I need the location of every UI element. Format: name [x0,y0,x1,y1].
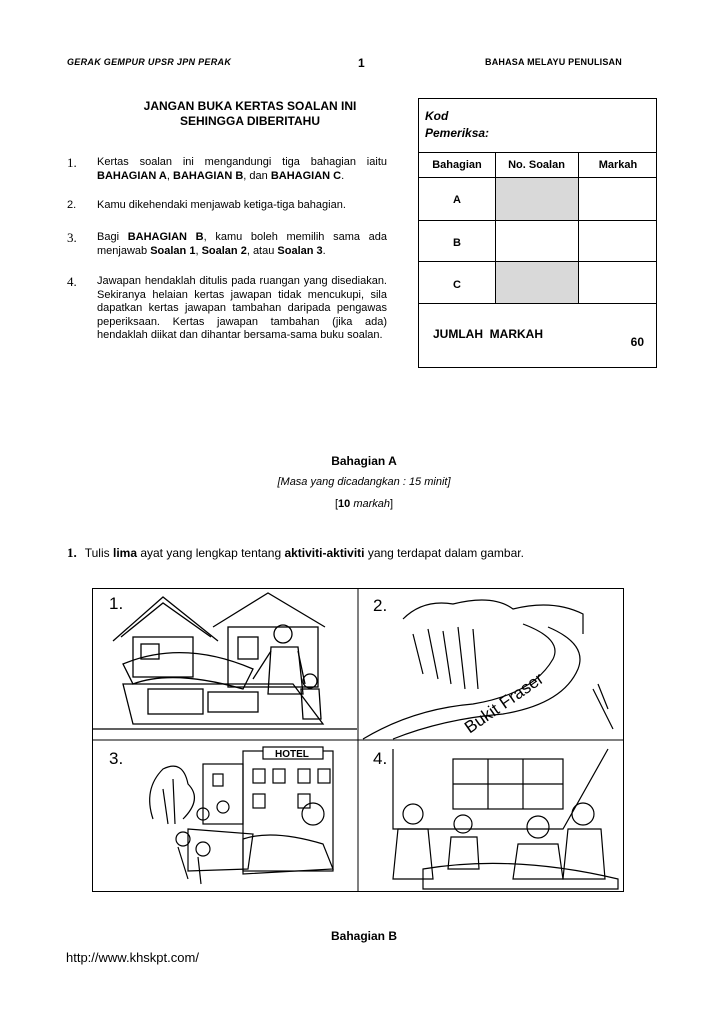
bracket: [ [334,498,338,510]
examiner-code-label [425,108,489,142]
instruction-bold: BAHAGIAN B [127,231,204,243]
instruction-text: Bagi [97,231,128,243]
instruction-bold: BAHAGIAN B [173,169,244,182]
instruction-bold: Soalan 2 [201,244,247,257]
panel-2-number: 2. [373,596,388,615]
panel-4-number: 4. [373,749,388,768]
row-label-a: A [453,194,461,206]
instruction-text: , dan [243,169,271,182]
panel-3-number: 3. [109,749,124,768]
col-header-soalan: No. Soalan [508,159,565,171]
instruction-text: , [166,169,173,182]
bracket: ] [390,498,394,510]
instruction-bold: BAHAGIAN A [97,169,167,182]
instruction-bold: Soalan 1 [150,244,196,257]
instruction-number: 2. [67,199,77,211]
instruction-4 [67,275,387,343]
section-a-marks [0,498,728,510]
question-number: 1. [67,545,77,560]
section-a-time: [Masa yang dicadangkan : 15 minit] [277,476,451,488]
instruction-number: 4. [67,274,77,289]
warning-line-2: SEHINGGA DIBERITAHU [179,114,320,128]
section-b-title: Bahagian B [330,929,397,943]
instruction-number: 1. [67,155,77,170]
panel-3-drawing [150,747,333,884]
row-label-b: B [453,237,461,249]
table-rule [419,220,656,221]
row-label-c: C [453,279,461,291]
instruction-1 [67,156,387,183]
marks-number: 10 [338,498,351,510]
question-bold: aktiviti-aktiviti [284,546,365,560]
instruction-text: , atau [246,244,278,257]
header-left-text: GERAK GEMPUR UPSR JPN PERAK [67,57,232,67]
pemeriksa-line: Pemeriksa: [425,126,490,140]
marks-word: markah [353,498,390,510]
warning-notice [100,99,400,129]
panel-4-drawing [393,749,618,889]
footer-url[interactable]: http://www.khskpt.com/ [66,950,199,965]
shaded-cell [496,262,578,303]
activity-picture [92,588,624,892]
instruction-text: Kertas soalan ini mengandungi tiga bahagian iaitu [97,156,387,168]
picture-drawing [93,589,623,891]
instruction-text: , [195,244,202,257]
instruction-text: , kamu boleh memilih sama ada menjawab [97,231,388,257]
col-header-bahagian: Bahagian [432,159,482,171]
section-a-title: Bahagian A [331,454,397,468]
instruction-3 [67,231,387,258]
question-text: ayat yang lengkap tentang [137,546,285,560]
marks-table [418,98,657,368]
instruction-2 [67,199,387,213]
hotel-sign: HOTEL [275,749,309,760]
instruction-text: Jawapan hendaklah ditulis pada ruangan yang disediakan. Sekiranya helaian kertas jawapan tidak mencukupi, sila dapatkan kertas jawapan tambahan daripada pengawas peperiksaan. Kertas jawapan tambahan (jika ada) hendaklah diikat dan dihantar bersama-sama buku soalan. [97,275,387,341]
table-rule [578,152,579,303]
instruction-text: . [341,169,345,182]
question-text: Tulis [84,546,113,560]
table-rule [419,303,656,304]
panel-1-number: 1. [109,594,124,613]
shaded-cell [496,178,578,220]
total-label: JUMLAH MARKAH [433,327,543,341]
question-bold: lima [112,546,137,560]
instruction-text: Kamu dikehendaki menjawab ketiga-tiga bahagian. [97,199,346,211]
instruction-bold: BAHAGIAN C [270,169,342,182]
page-number: 1 [358,56,365,70]
table-rule [419,152,656,153]
place-label: Bukit Fraser [461,668,548,738]
instruction-bold: Soalan 3 [277,244,323,257]
question-text: yang terdapat dalam gambar. [364,546,524,560]
panel-1-drawing [93,593,357,729]
total-value: 60 [630,335,644,349]
question-1 [67,545,524,561]
col-header-markah: Markah [598,159,638,171]
instruction-number: 3. [67,230,77,245]
header-right-text: BAHASA MELAYU PENULISAN [485,57,622,67]
kod-line: Kod [425,109,449,123]
warning-line-1: JANGAN BUKA KERTAS SOALAN INI [143,99,357,113]
instruction-text: . [322,244,326,257]
